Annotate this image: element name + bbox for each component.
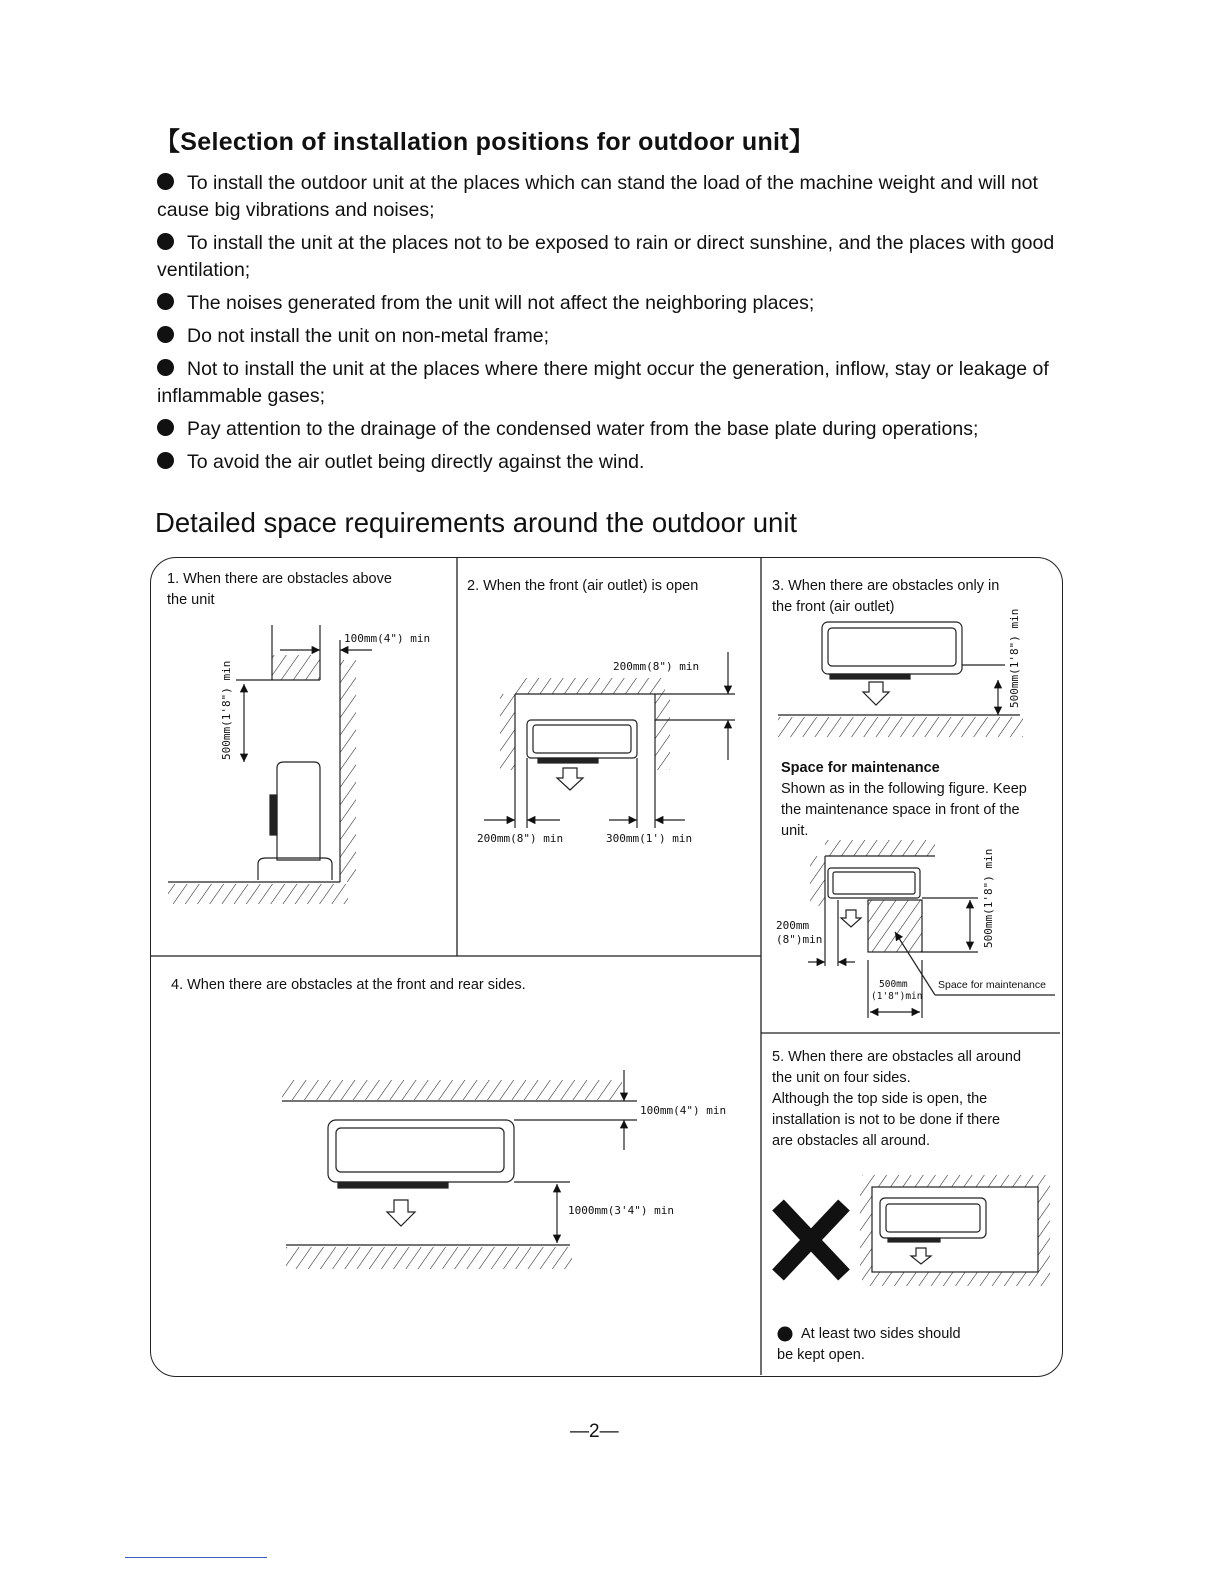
list-item: The noises generated from the unit will not affect the neighboring places; bbox=[152, 290, 1072, 317]
panel-5-caption: 5. When there are obstacles all around the unit on four sides. Although the top side is open, the installation is not to be done if there are obstacles all around. bbox=[772, 1049, 1022, 1149]
panel-4-caption: 4. When there are obstacles at the front and rear sides. bbox=[171, 977, 526, 993]
page-number: —2— bbox=[570, 1421, 619, 1442]
list-item: Pay attention to the drainage of the condensed water from the base plate during operations; bbox=[152, 416, 1072, 443]
list-item: To install the unit at the places not to be exposed to rain or direct sunshine, and the places with good ventilation; bbox=[157, 232, 1055, 281]
panel-5-note: At least two sides should be kept open. bbox=[777, 1326, 961, 1363]
diagram-front-obstacle bbox=[778, 622, 1023, 737]
maintenance-dim-front: 500mm(1'8") min bbox=[982, 848, 995, 948]
diagram-front-rear bbox=[282, 1070, 637, 1269]
list-item: To install the outdoor unit at the places which can stand the load of the machine weight and will not cause big vibrations and noises; bbox=[157, 172, 1038, 221]
diagram-front-open bbox=[484, 652, 735, 828]
panel-4-dim-front: 1000mm(3'4") min bbox=[568, 1204, 674, 1217]
footer-line bbox=[125, 1557, 267, 1558]
maintenance-dim-bottom-1: 500mm bbox=[879, 979, 908, 990]
panel-3-caption: 3. When there are obstacles only in the front (air outlet) bbox=[772, 578, 1000, 615]
maintenance-callout: Space for maintenance bbox=[938, 979, 1046, 991]
panel-1-dim-top: 100mm(4") min bbox=[344, 632, 431, 645]
panel-2-dim-top: 200mm(8") min bbox=[613, 660, 700, 673]
diagram-all-around bbox=[778, 1175, 1050, 1286]
panel-3-dim-front: 500mm(1'8") min bbox=[1008, 608, 1021, 708]
panel-1-dim-side: 500mm(1'8") min bbox=[220, 660, 233, 760]
panel-4-dim-rear: 100mm(4") min bbox=[640, 1104, 727, 1117]
page-title: 【Selection of installation positions for outdoor unit】 bbox=[155, 128, 815, 156]
section-subtitle: Detailed space requirements around the outdoor unit bbox=[155, 507, 798, 538]
list-item: Do not install the unit on non-metal frame; bbox=[152, 323, 1072, 350]
maintenance-dim-bottom-2: (1'8")min bbox=[871, 991, 923, 1002]
list-item: To avoid the air outlet being directly against the wind. bbox=[152, 449, 1072, 476]
panel-1-caption: 1. When there are obstacles above the unit bbox=[167, 571, 392, 608]
maintenance-text: Space for maintenance Shown as in the following figure. Keep the maintenance space in front of the unit. bbox=[781, 760, 1027, 839]
maintenance-dim-side-1: 200mm bbox=[776, 919, 810, 932]
cross-icon bbox=[778, 1205, 844, 1275]
panel-2-dim-right: 300mm(1') min bbox=[606, 832, 693, 845]
panel-2-dim-left: 200mm(8") min bbox=[477, 832, 564, 845]
panel-2-caption: 2. When the front (air outlet) is open bbox=[467, 578, 699, 594]
diagram-maintenance bbox=[808, 840, 1055, 1018]
list-item: Not to install the unit at the places where there might occur the generation, inflow, stay or leakage of inflammable gases; bbox=[157, 358, 1049, 407]
diagram-obstacle-above bbox=[168, 625, 372, 904]
maintenance-dim-side-2: (8")min bbox=[776, 933, 823, 946]
